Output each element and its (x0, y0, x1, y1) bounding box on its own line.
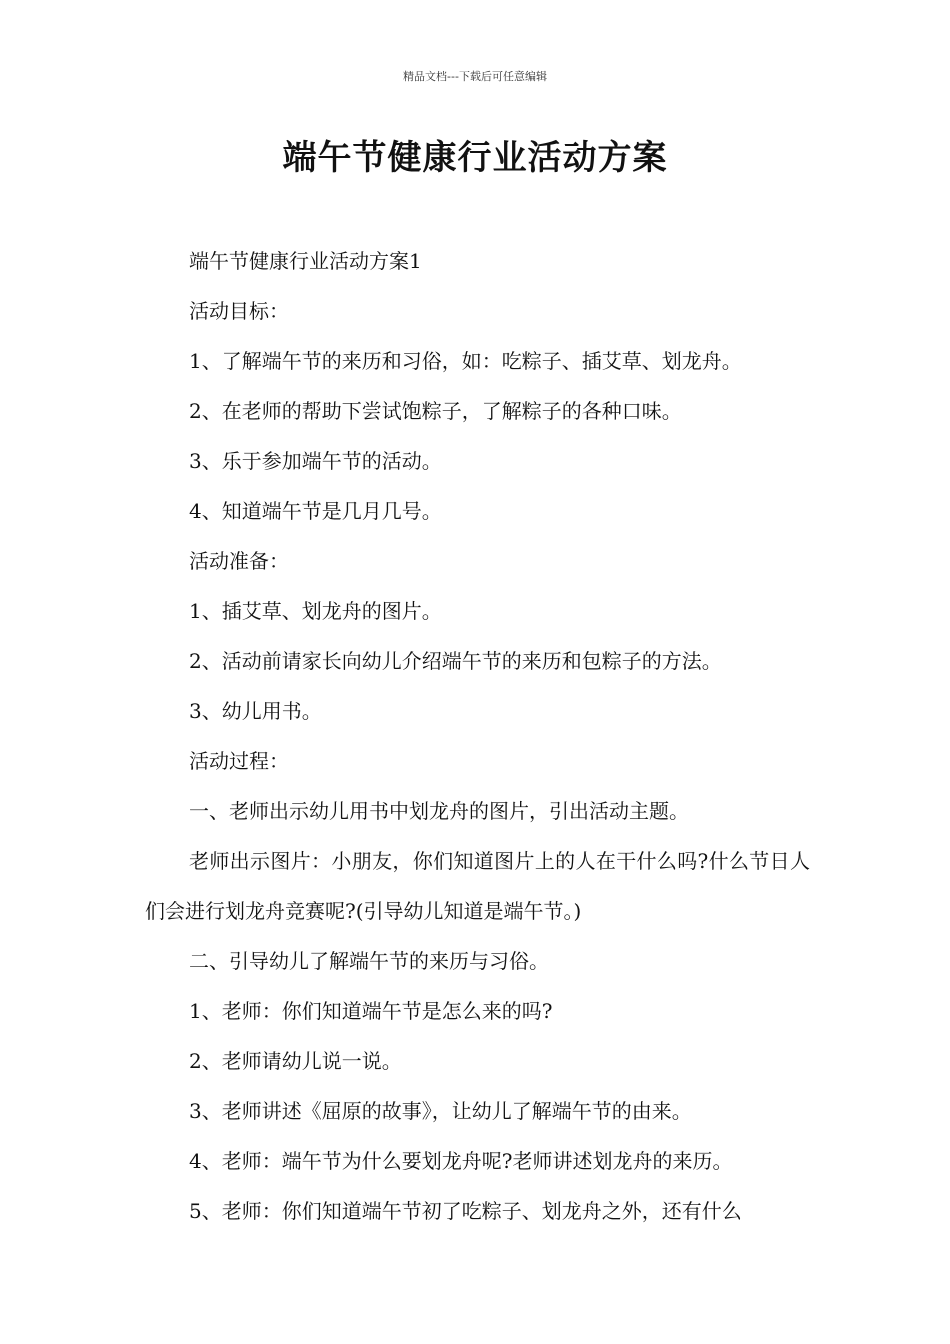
document-title: 端午节健康行业活动方案 (282, 138, 668, 178)
paragraph: 4、老师：端午节为什么要划龙舟呢?老师讲述划龙舟的来历。 (189, 1149, 733, 1173)
paragraph: 3、老师讲述《屈原的故事》，让幼儿了解端午节的由来。 (189, 1099, 692, 1123)
paragraph: 3、乐于参加端午节的活动。 (189, 449, 442, 473)
paragraph: 活动目标： (189, 299, 289, 323)
paragraph: 1、了解端午节的来历和习俗，如：吃粽子、插艾草、划龙舟。 (189, 349, 742, 373)
paragraph: 2、活动前请家长向幼儿介绍端午节的来历和包粽子的方法。 (189, 649, 722, 673)
paragraph: 活动过程： (189, 749, 289, 773)
paragraph: 2、在老师的帮助下尝试饱粽子，了解粽子的各种口味。 (189, 399, 682, 423)
paragraph: 5、老师：你们知道端午节初了吃粽子、划龙舟之外，还有什么 (189, 1199, 742, 1223)
document-body (145, 236, 810, 1236)
header-note: 精品文档---下载后可任意编辑 (403, 70, 547, 83)
paragraph: 活动准备： (189, 549, 289, 573)
paragraph: 1、老师：你们知道端午节是怎么来的吗? (189, 999, 553, 1023)
paragraph: 2、老师请幼儿说一说。 (189, 1049, 402, 1073)
paragraph: 二、引导幼儿了解端午节的来历与习俗。 (189, 949, 549, 973)
paragraph: 4、知道端午节是几月几号。 (189, 499, 442, 523)
paragraph: 一、老师出示幼儿用书中划龙舟的图片，引出活动主题。 (189, 799, 689, 823)
paragraph: 端午节健康行业活动方案1 (189, 249, 422, 273)
paragraph: 3、幼儿用书。 (189, 699, 322, 723)
paragraph: 老师出示图片：小朋友，你们知道图片上的人在干什么吗?什么节日人们会进行划龙舟竞赛呢?(引导幼儿知道是端午节。) (145, 849, 810, 923)
paragraph: 1、插艾草、划龙舟的图片。 (189, 599, 442, 623)
